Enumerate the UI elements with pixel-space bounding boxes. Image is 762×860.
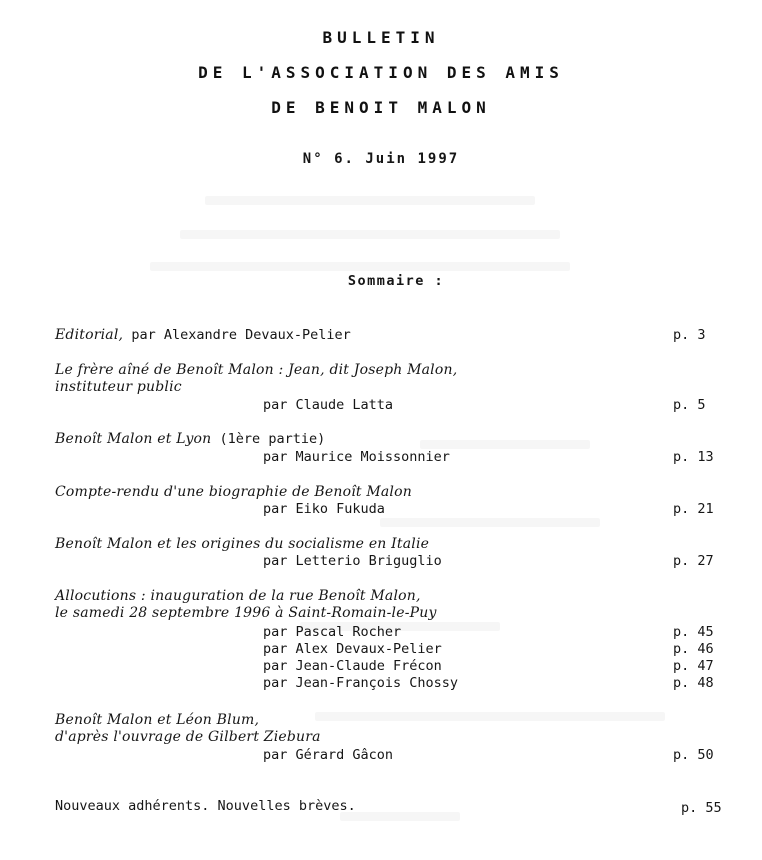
toc-entry-title: Compte-rendu d'une biographie de Benoît Malon [55,484,412,500]
toc-entry-author: par Eiko Fukuda [263,501,385,517]
bulletin-title-line-3: DE BENOIT MALON [271,98,491,117]
toc-page-ref: p. 46 [673,641,714,657]
toc-entry-author: par Pascal Rocher [263,624,402,640]
bleed-through-mark [315,712,665,721]
toc-entry-author: par Claude Latta [263,397,394,413]
bleed-through-mark [150,262,570,271]
bleed-through-mark [380,518,600,527]
toc-entry-title-cont: d'après l'ouvrage de Gilbert Ziebura [55,729,321,745]
toc-page-ref: p. 13 [673,449,714,465]
toc-page-ref: p. 21 [673,501,714,517]
bleed-through-mark [420,440,590,449]
toc-entry-title: Benoît Malon et Léon Blum, [55,712,260,728]
toc-entry-title: Allocutions : inauguration de la rue Benoît Malon, [55,588,421,604]
bulletin-title-line-2: DE L'ASSOCIATION DES AMIS [198,63,564,82]
toc-entry-author: par Jean-François Chossy [263,675,459,691]
toc-entry-author: par Letterio Briguglio [263,553,442,569]
toc-entry-author: par Maurice Moissonnier [263,449,450,465]
toc-entry-title-cont: instituteur public [55,379,182,395]
toc-page-ref: p. 50 [673,747,714,763]
toc-page-ref: p. 47 [673,658,714,674]
toc-entry-author: par Alexandre Devaux-Pelier [131,327,351,343]
toc-page-ref: p. 45 [673,624,714,640]
toc-entry-title-cont: le samedi 28 septembre 1996 à Saint-Romain-le-Puy [55,605,437,621]
bleed-through-mark [340,812,460,821]
toc-page-ref: p. 3 [673,327,706,343]
toc-page-ref: p. 55 [681,800,722,816]
toc-page-ref: p. 48 [673,675,714,691]
issue-number: N° 6. Juin 1997 [302,151,460,167]
toc-entry-author: par Alex Devaux-Pelier [263,641,442,657]
toc-entry-lyon [55,431,325,448]
toc-entry-editorial [55,327,351,344]
bleed-through-mark [205,196,535,205]
toc-entry-title: Benoît Malon et Lyon [55,431,212,447]
toc-page-ref: p. 27 [673,553,714,569]
toc-entry-title: Le frère aîné de Benoît Malon : Jean, dit Joseph Malon, [55,362,458,378]
toc-entry-news: Nouveaux adhérents. Nouvelles brèves. [55,798,356,814]
bleed-through-mark [180,230,560,239]
toc-entry-author: par Gérard Gâcon [263,747,394,763]
toc-page-ref: p. 5 [673,397,706,413]
bulletin-title-line-1: BULLETIN [322,28,440,47]
toc-entry-title-suffix: (1ère partie) [219,431,326,447]
toc-entry-title: Editorial, [55,327,124,343]
toc-entry-title: Benoît Malon et les origines du socialisme en Italie [55,536,430,552]
toc-entry-author: par Jean-Claude Frécon [263,658,442,674]
sommaire-heading: Sommaire : [347,273,445,289]
